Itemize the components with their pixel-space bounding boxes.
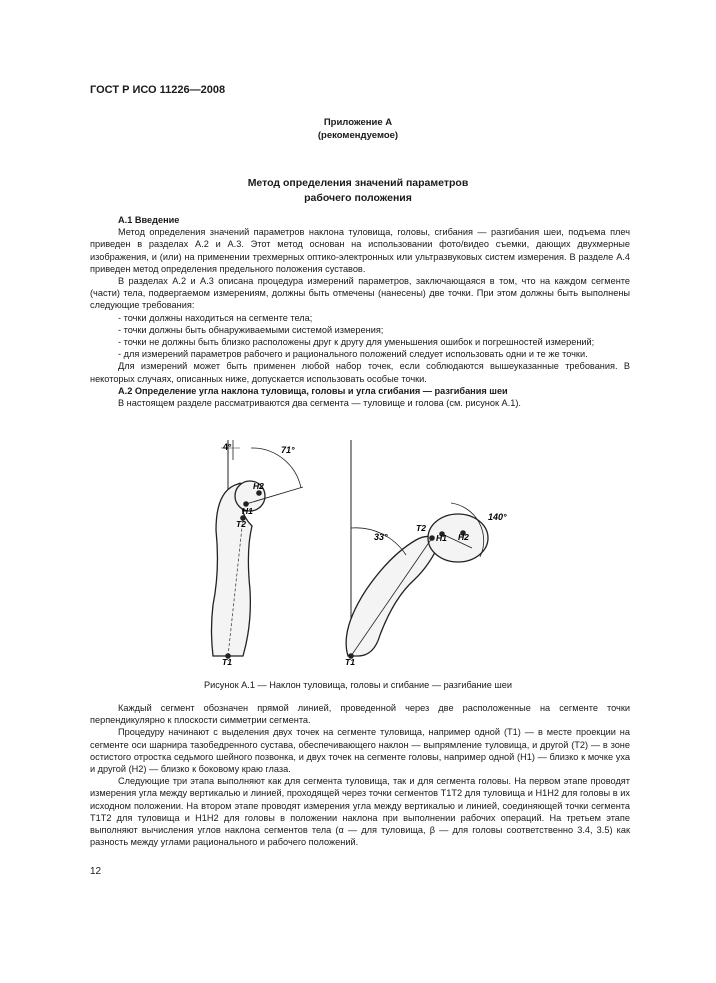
angle-33-label: 33° <box>374 532 388 542</box>
angle-71-label: 71° <box>281 445 295 455</box>
document-header: ГОСТ Р ИСО 11226—2008 <box>90 84 226 96</box>
section-heading: А.2 Определение угла наклона туловища, головы и угла сгибания — разгибания шеи <box>118 385 508 396</box>
label-h1: H1 <box>242 506 253 516</box>
torso-outline <box>346 536 440 656</box>
title-line-1: Метод определения значений параметров <box>247 177 469 189</box>
label-h1: H1 <box>436 533 447 543</box>
appendix-status: (рекомендуемое) <box>317 130 399 141</box>
label-t2: T2 <box>416 523 426 533</box>
page-title <box>0 176 716 206</box>
list-item: - для измерений параметров рабочего и рационального положений следует использовать одни и те же точки. <box>118 349 588 360</box>
paragraph: Каждый сегмент обозначен прямой линией, проведенной через две расположенные на сегменте точки перпендикулярно к плоскости симметрии сегмента. <box>90 703 630 726</box>
body-text <box>90 702 630 848</box>
angle-4-label: 4° <box>223 442 232 452</box>
appendix-title: Приложение А <box>323 117 393 128</box>
point-h2 <box>256 490 262 496</box>
point-t2 <box>429 535 435 541</box>
list-item: - точки не должны быть близко расположены друг к другу для уменьшения ошибок и погрешностей измерений; <box>118 337 595 348</box>
label-t2: T2 <box>236 519 246 529</box>
list-item: - точки должны быть обнаруживаемыми системой измерения; <box>118 324 384 335</box>
label-t1: T1 <box>222 657 232 667</box>
paragraph: Для измерений может быть применен любой набор точек, если соблюдаются вышеуказанные требования. В некоторых случаях, описанных ниже, допускается использовать особые точки. <box>90 361 630 384</box>
figure-a1 <box>180 430 580 670</box>
label-h2: H2 <box>253 481 264 491</box>
list-item: - точки должны находиться на сегменте тела; <box>118 312 313 323</box>
paragraph: Следующие три этапа выполняют как для сегмента туловища, так и для сегмента головы. На первом этапе проводят измерения угла между вертикалью и линией, проходящей через точки сегментов T1T2 для туловища и H1H2 для головы в их исходном положении. На втором этапе проводят измерения угла между вертикалью и линией, соединяющей точки сегмента T1T2 для туловища и H1H2 для головы в положении наклона при выполнении рабочих операций. На третьем этапе выполняют вычисления углов наклона сегментов тела (α — для туловища, β — для головы соответственно 3.4, 3.5) как разность между углами рационального и рабочего положений. <box>90 776 630 848</box>
section-1 <box>90 214 630 409</box>
angle-140-label: 140° <box>488 512 507 522</box>
paragraph: Процедуру начинают с выделения двух точек на сегменте туловища, например одной (T1) — в месте проекции на сегменте оси шарнира тазобедренного сустава, обеспечивающего наклон — выпрямление туловища, и другой (T2) — в зоне остистого отростка седьмого шейного позвонка, и двух точек на сегменте головы, например одной (H1) — близко к мочке уха и другой (H2) — близко к боковому краю глаза. <box>90 727 630 775</box>
page-number: 12 <box>90 866 102 877</box>
section-heading: А.1 Введение <box>118 215 180 225</box>
figure-caption: Рисунок А.1 — Наклон туловища, головы и сгибание — разгибание шеи <box>203 680 513 690</box>
paragraph: В настоящем разделе рассматриваются два сегмента — туловище и голова (см. рисунок А.1). <box>118 398 521 409</box>
paragraph: Метод определения значений параметров наклона туловища, головы, сгибания — разгибания шеи, подъема плеч приведен в разделах А.2 и А.3. Этот метод основан на использовании фото/видео съемки, дающих двухмерные изображения, и (или) на применении трехмерных оптико-электронных или ультразвуковых систем измерения. В разделе А.4 приведен метод определения предельного положения суставов. <box>90 227 630 274</box>
label-h2: H2 <box>458 532 469 542</box>
title-line-2: рабочего положения <box>304 192 412 204</box>
label-t1: T1 <box>345 657 355 667</box>
paragraph: В разделах А.2 и А.3 описана процедура измерений параметров, заключающаяся в том, что на каждом сегменте (части) тела, подвергаемом измерениям, должны быть отмечены (нанесены) две точки. При этом должны быть выполнены следующие требования: <box>90 276 630 311</box>
